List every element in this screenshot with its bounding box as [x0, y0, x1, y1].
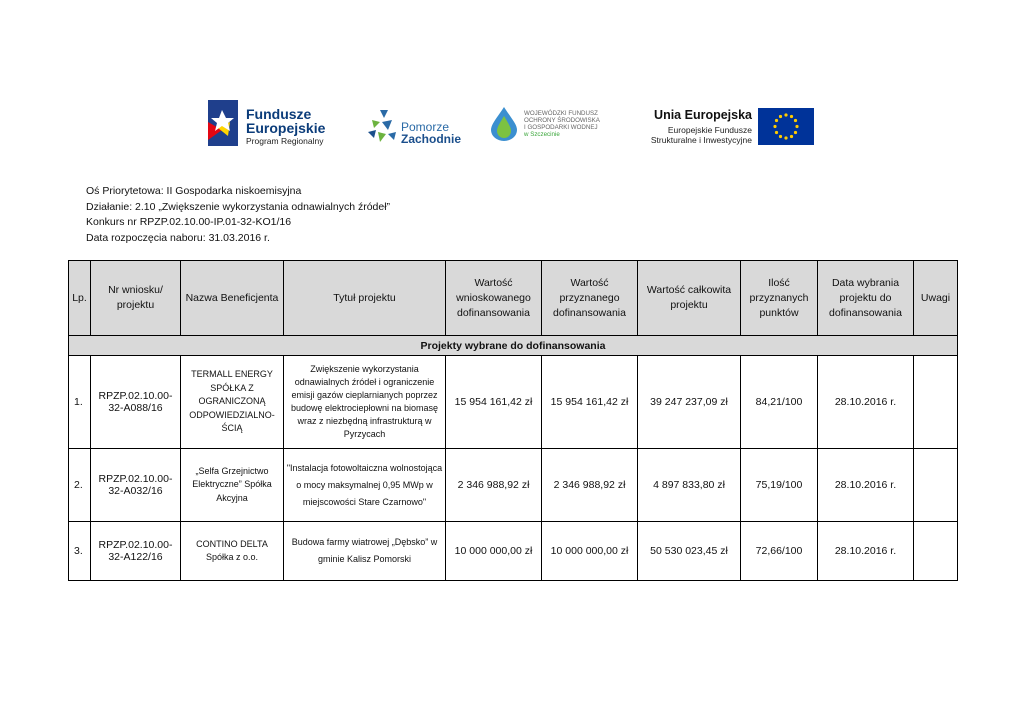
cell-punkty: 84,21/100	[741, 356, 818, 449]
header-calkowita: Wartość całkowita projektu	[638, 261, 741, 336]
table-header-row	[69, 261, 958, 336]
header-tytul: Tytuł projektu	[284, 261, 446, 336]
wfosigw-logo	[489, 98, 614, 150]
cell-punkty: 72,66/100	[741, 522, 818, 581]
pomorze-zachodnie-mark-icon	[366, 104, 400, 144]
header-punkty: Ilość przyznanych punktów	[741, 261, 818, 336]
wf-line2: OCHRONY ŚRODOWISKA	[524, 117, 600, 124]
ue-line1: Unia Europejska	[654, 108, 752, 122]
header-przyznana: Wartość przyznanego dofinansowania	[542, 261, 638, 336]
table-row	[69, 356, 958, 449]
cell-data: 28.10.2016 r.	[818, 356, 914, 449]
header-data: Data wybrania projektu do dofinansowania	[818, 261, 914, 336]
cell-beneficjent: „Selfa Grzejnictwo Elektryczne” Spółka Akcyjna	[181, 449, 284, 522]
cell-uwagi	[914, 449, 958, 522]
cell-punkty: 75,19/100	[741, 449, 818, 522]
table-row	[69, 522, 958, 581]
wf-line1: WOJEWÓDZKI FUNDUSZ	[524, 110, 598, 117]
cell-calkowita: 39 247 237,09 zł	[638, 356, 741, 449]
cell-lp: 2.	[69, 449, 91, 522]
cell-tytul: Budowa farmy wiatrowej „Dębsko” w gminie Kalisz Pomorski	[284, 522, 446, 581]
fe-subtitle: Program Regionalny	[246, 136, 324, 146]
unia-europejska-logo	[640, 98, 820, 150]
wf-line4: w Szczecinie	[524, 131, 560, 138]
table-row	[69, 449, 958, 522]
cell-wnioskowana: 2 346 988,92 zł	[446, 449, 542, 522]
cell-calkowita: 50 530 023,45 zł	[638, 522, 741, 581]
cell-lp: 1.	[69, 356, 91, 449]
cell-beneficjent: CONTINO DELTA Spółka z o.o.	[181, 522, 284, 581]
cell-przyznana: 15 954 161,42 zł	[542, 356, 638, 449]
cell-nr: RPZP.02.10.00-32-A032/16	[91, 449, 181, 522]
header-uwagi: Uwagi	[914, 261, 958, 336]
fundusze-europejskie-logo	[208, 98, 343, 150]
water-drop-icon	[489, 106, 519, 142]
header-wnioskowana: Wartość wnioskowanego dofinansowania	[446, 261, 542, 336]
priority-axis: Oś Priorytetowa: II Gospodarka niskoemisyjna	[86, 185, 302, 197]
cell-data: 28.10.2016 r.	[818, 522, 914, 581]
section-row	[69, 336, 958, 356]
header-lp: Lp.	[69, 261, 91, 336]
cell-przyznana: 10 000 000,00 zł	[542, 522, 638, 581]
cell-przyznana: 2 346 988,92 zł	[542, 449, 638, 522]
cell-data: 28.10.2016 r.	[818, 449, 914, 522]
cell-calkowita: 4 897 833,80 zł	[638, 449, 741, 522]
cell-beneficjent: TERMALL ENERGY SPÓŁKA Z OGRANICZONĄ ODPOWIEDZIALNO-ŚCIĄ	[181, 356, 284, 449]
cell-lp: 3.	[69, 522, 91, 581]
pomorze-zachodnie-logo	[366, 98, 466, 150]
fe-title-line2: Europejskie	[246, 120, 326, 136]
section-title: Projekty wybrane do dofinansowania	[69, 336, 958, 356]
header-nr-wniosku: Nr wniosku/ projektu	[91, 261, 181, 336]
cell-tytul: "Instalacja fotowoltaiczna wolnostojąca o mocy maksymalnej 0,95 MWp w miejscowości Stare Czarnowo"	[284, 449, 446, 522]
pz-line2: Zachodnie	[401, 132, 462, 146]
wf-line3: I GOSPODARKI WODNEJ	[524, 124, 598, 131]
pz-line1: Pomorze	[401, 120, 450, 134]
fundusze-europejskie-mark-icon	[208, 100, 238, 146]
header-beneficjent: Nazwa Beneficjenta	[181, 261, 284, 336]
ue-line2: Europejskie Fundusze	[667, 125, 752, 135]
competition-info	[86, 184, 390, 246]
logo-bar	[0, 98, 1024, 150]
measure: Działanie: 2.10 „Zwiększenie wykorzystania odnawialnych źródeł”	[86, 200, 391, 213]
competition-number: Konkurs nr RPZP.02.10.00-IP.01-32-KO1/16	[86, 216, 292, 228]
ue-line3: Strukturalne i Inwestycyjne	[650, 135, 752, 145]
cell-nr: RPZP.02.10.00-32-A088/16	[91, 356, 181, 449]
cell-uwagi	[914, 356, 958, 449]
projects-table	[68, 260, 958, 581]
cell-wnioskowana: 15 954 161,42 zł	[446, 356, 542, 449]
fe-title-line1: Fundusze	[246, 106, 312, 122]
cell-uwagi	[914, 522, 958, 581]
eu-flag-icon	[758, 108, 814, 145]
call-start-date: Data rozpoczęcia naboru: 31.03.2016 r.	[86, 231, 270, 244]
cell-wnioskowana: 10 000 000,00 zł	[446, 522, 542, 581]
cell-tytul: Zwiększenie wykorzystania odnawialnych źródeł i ograniczenie emisji gazów cieplarnianych poprzez budowę elektrociepłowni na biomasę wraz z niezbędną infrastrukturą w Pyrzycach	[284, 356, 446, 449]
cell-nr: RPZP.02.10.00-32-A122/16	[91, 522, 181, 581]
